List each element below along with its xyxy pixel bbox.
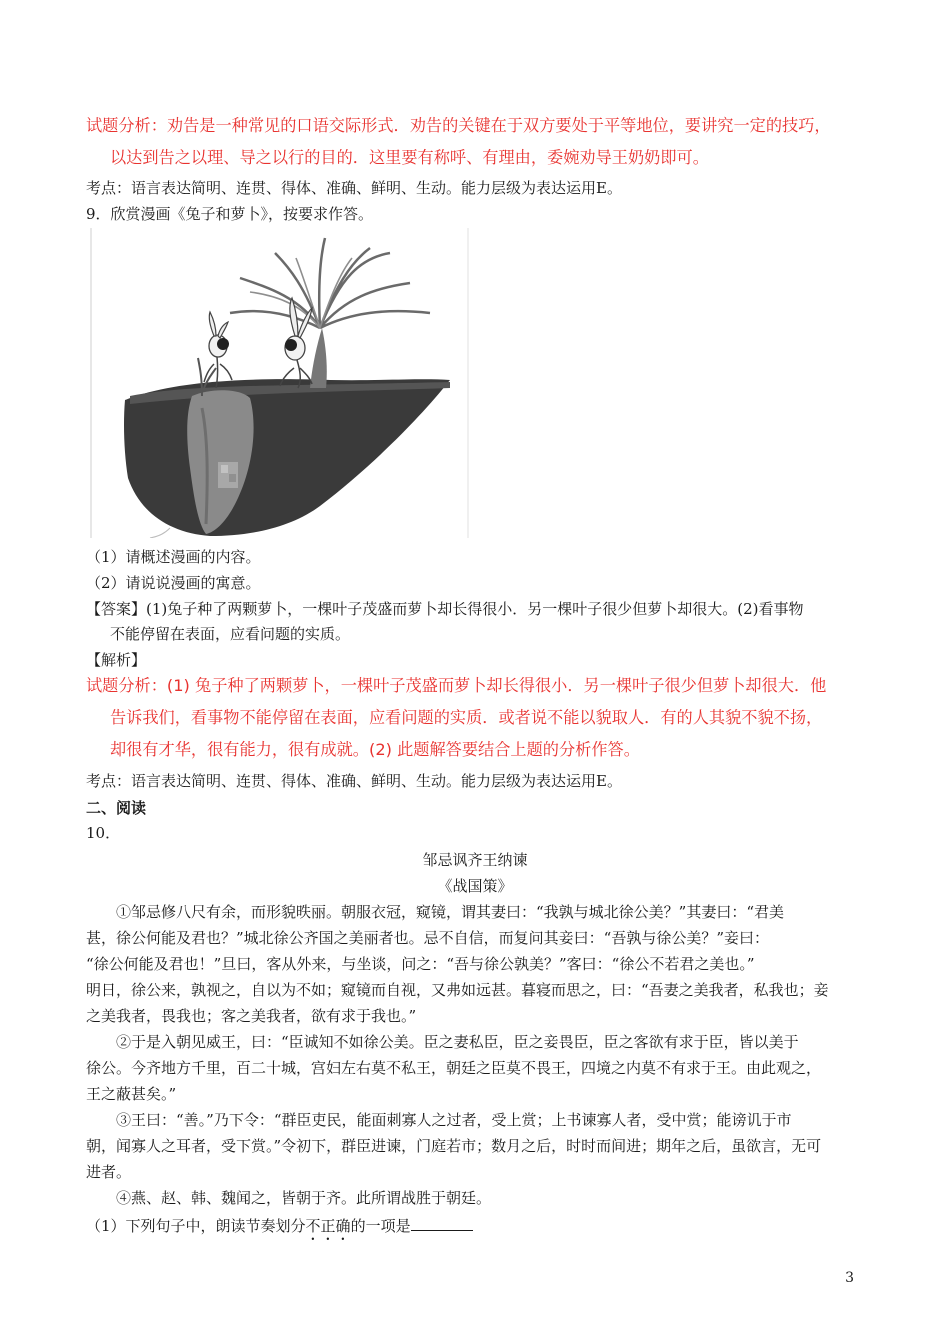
section-heading: 二、阅读 xyxy=(86,799,147,817)
passage-title: 邹忌讽齐王纳谏 xyxy=(422,851,528,869)
q8-analysis-line1: 试题分析：劝告是一种常见的口语交际形式．劝告的关键在于双方要处于平等地位，要讲究一定的技巧， xyxy=(86,116,831,135)
q9-analysis-line3: 却很有才华，很有能力，很有成就。(2) 此题解答要结合上题的分析作答。 xyxy=(110,740,640,759)
q9-analysis-line2: 告诉我们，看事物不能停留在表面，应看问题的实质．或者说不能以貌取人．有的人其貌不貌不扬， xyxy=(110,708,823,727)
passage-p1-line3: “徐公何能及君也！”旦曰，客从外来，与坐谈，问之：“吾与徐公孰美？”客曰：“徐公不若君之美也。” xyxy=(86,955,755,973)
passage-p2-line3: 王之蔽甚矣。” xyxy=(86,1085,177,1103)
q10-number: 10． xyxy=(86,824,121,842)
passage-p1-line2: 甚，徐公何能及君也？”城北徐公齐国之美丽者也。忌不自信，而复问其妾曰：“吾孰与徐公美？”妾曰： xyxy=(86,929,770,947)
passage-p2-line2: 徐公。今齐地方千里，百二十城，宫妇左右莫不私王，朝廷之臣莫不畏王，四境之内莫不有求于王。由此观之， xyxy=(86,1059,822,1077)
passage-p1-line1: ①邹忌修八尺有余，而形貌昳丽。朝服衣冠，窥镜，谓其妻曰：“我孰与城北徐公美？”其妻曰：“君美 xyxy=(116,903,785,921)
q9-kaodian: 考点：语言表达简明、连贯、得体、准确、鲜明、生动。能力层级为表达运用E。 xyxy=(86,772,622,790)
passage-source: 《战国策》 xyxy=(437,877,513,895)
q10-sub1 xyxy=(86,1214,473,1244)
q9-sub2: （2）请说说漫画的寓意。 xyxy=(86,574,261,592)
rabbit-carrot-cartoon xyxy=(90,228,470,538)
q8-kaodian: 考点：语言表达简明、连贯、得体、准确、鲜明、生动。能力层级为表达运用E。 xyxy=(86,179,622,197)
passage-p1-line4: 明日，徐公来，孰视之，自以为不如；窥镜而自视，又弗如远甚。暮寝而思之，曰：“吾妻之美我者，私我也；妾 xyxy=(86,981,829,999)
q10-sub1-prefix: （1）下列句子中，朗读节奏划分 xyxy=(86,1217,306,1235)
answer-blank[interactable] xyxy=(411,1214,473,1231)
passage-p3-line2: 朝，闻寡人之耳者，受下赏。”令初下，群臣进谏，门庭若市；数月之后，时时而间进；期年之后，虽欲言，无可 xyxy=(86,1137,822,1155)
passage-p3-line1: ③王曰：“善。”乃下令：“群臣吏民，能面刺寡人之过者，受上赏；上书谏寡人者，受中赏；能谤讥于市 xyxy=(116,1111,792,1129)
passage-p1-line5: 之美我者，畏我也；客之美我者，欲有求于我也。” xyxy=(86,1007,417,1025)
passage-p4-line1: ④燕、赵、韩、魏闻之，皆朝于齐。此所谓战胜于朝廷。 xyxy=(116,1189,492,1207)
q9-sub1: （1）请概述漫画的内容。 xyxy=(86,548,261,566)
q10-sub1-suffix: 的一项是 xyxy=(350,1217,411,1235)
passage-p3-line3: 进者。 xyxy=(86,1163,132,1181)
q9-analysis-line1: 试题分析：(1) 兔子种了两颗萝卜，一棵叶子茂盛而萝卜却长得很小．另一棵叶子很少但萝卜却很大．他 xyxy=(86,676,827,695)
page-number: 3 xyxy=(845,1270,854,1286)
q9-title: 9．欣赏漫画《兔子和萝卜》，按要求作答。 xyxy=(86,205,374,223)
passage-p2-line1: ②于是入朝见威王，曰：“臣诚知不如徐公美。臣之妻私臣，臣之妾畏臣，臣之客欲有求于臣，皆以美于 xyxy=(116,1033,799,1051)
q10-sub1-emphasis: 不正确 xyxy=(305,1217,351,1235)
q8-analysis-line2: 以达到告之以理、导之以行的目的．这里要有称呼、有理由，委婉劝导王奶奶即可。 xyxy=(110,148,709,167)
q9-answer-line2: 不能停留在表面，应看问题的实质。 xyxy=(110,625,351,643)
q9-jiexi-label: 【解析】 xyxy=(86,651,147,669)
q9-answer-line1: 【答案】(1)兔子种了两颗萝卜，一棵叶子茂盛而萝卜却长得很小．另一棵叶子很少但萝卜却很大。(2)看事物 xyxy=(86,600,804,618)
